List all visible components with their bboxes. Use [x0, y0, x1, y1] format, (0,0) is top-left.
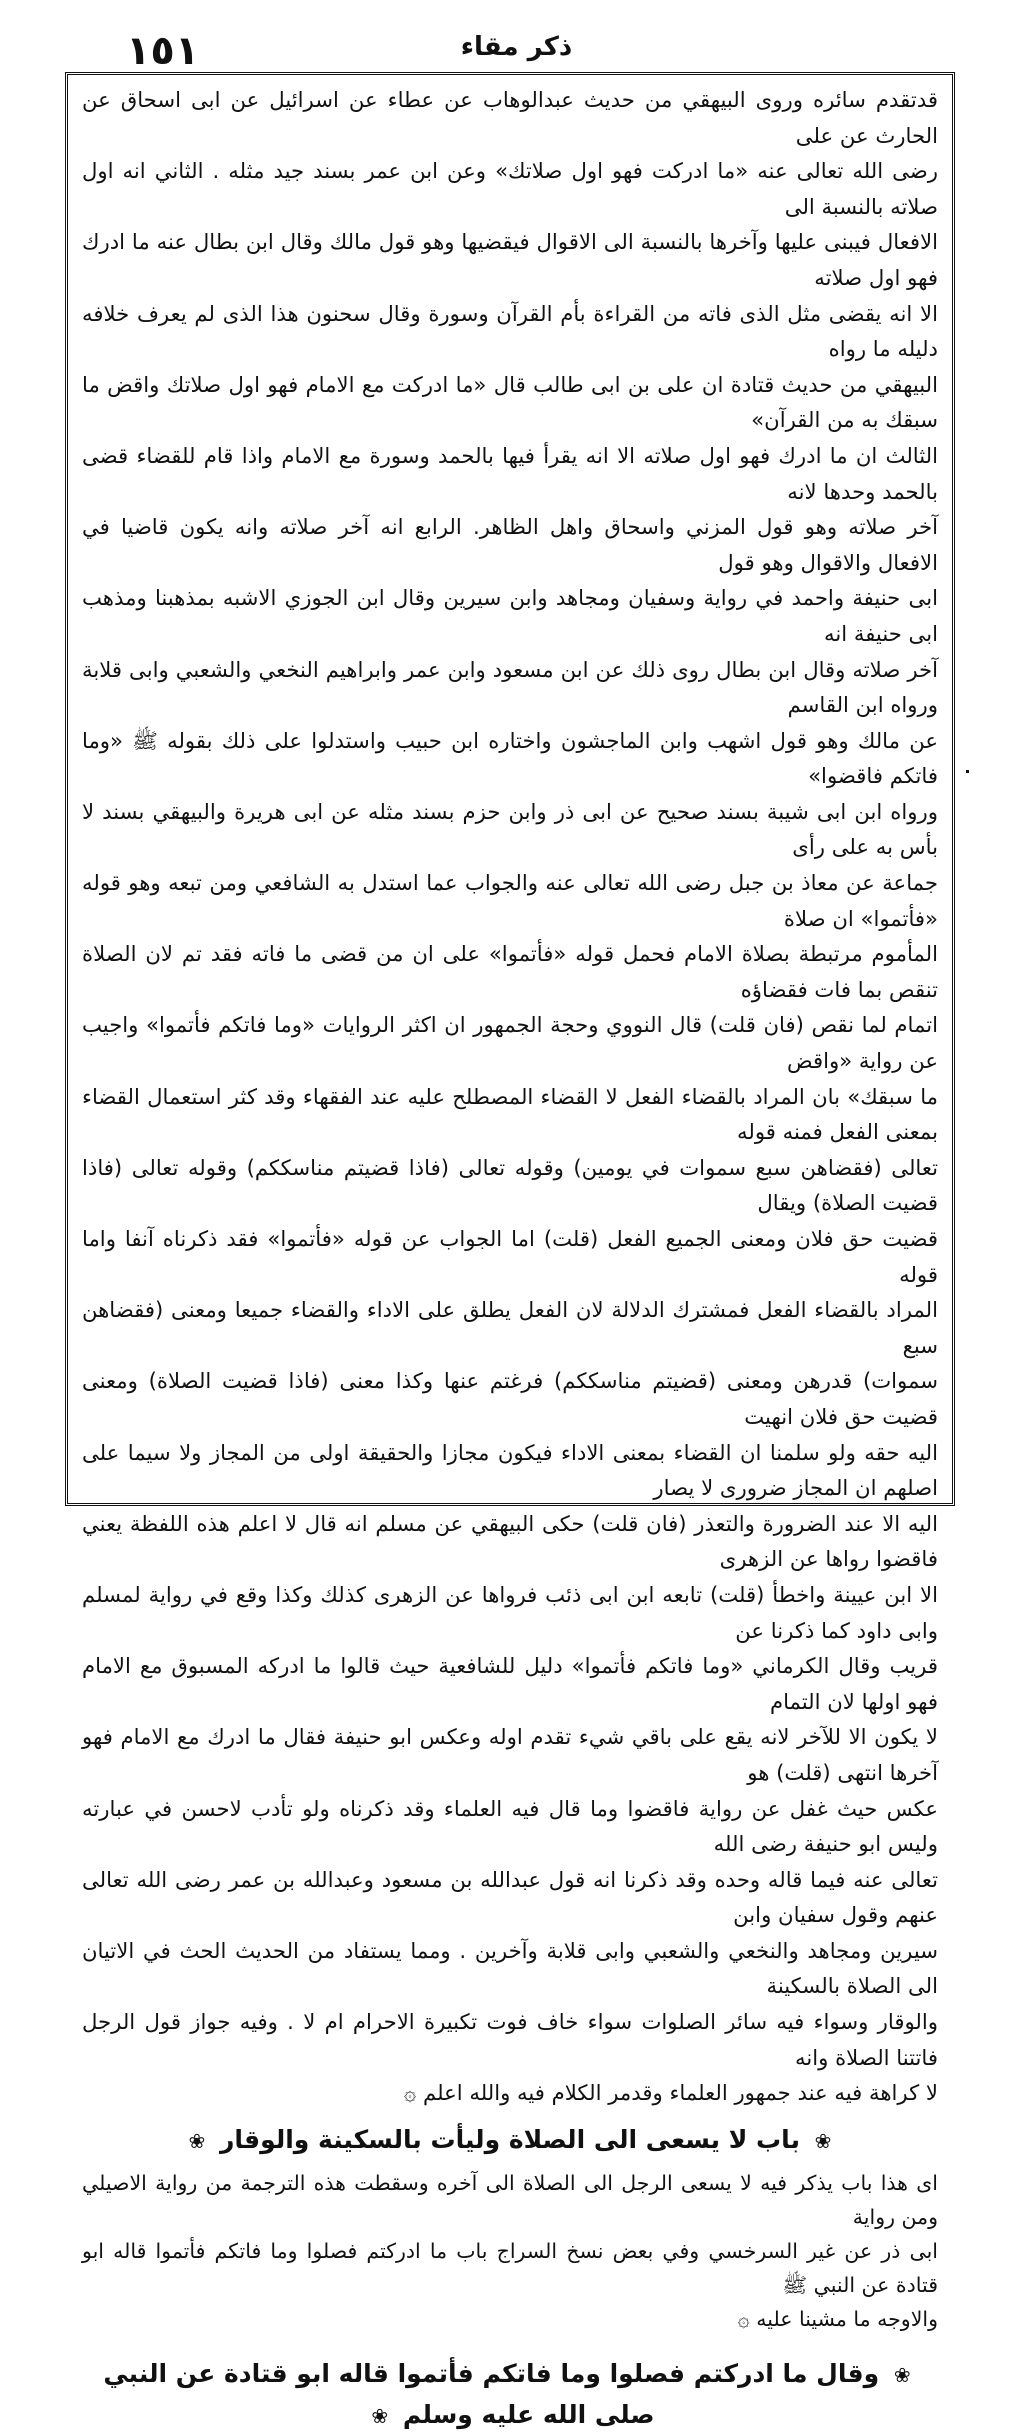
- commentary-line: عن مالك وهو قول اشهب وابن الماجشون واختاره ابن حبيب واستدلوا على ذلك بقوله ﷺ «وما فاتكم فاقضوا»: [82, 727, 938, 789]
- page-body: [82, 82, 938, 2436]
- note-line: ابى ذر عن غير السرخسي وفي بعض نسخ السراج باب ما ادركتم فصلوا وما فاتكم فأتموا قاله ابو قتادة عن النبي ﷺ: [82, 2238, 938, 2297]
- commentary-line: البيهقي من حديث قتادة ان على بن ابى طالب قال «ما ادركت مع الامام فهو اول صلاتك واقض ما سبقك به من القرآن»: [82, 371, 938, 433]
- ornament-icon: ❀: [893, 2362, 911, 2387]
- ornament-icon: ❀: [814, 2128, 832, 2153]
- commentary-line: الافعال فيبنى عليها وآخرها بالنسبة الى الاقوال فيقضيها وهو قول مالك وقال ابن بطال عنه ما ادرك فهو اول صلاته: [82, 229, 938, 290]
- note-line: والاوجه ما مشينا عليه ۞: [737, 2306, 938, 2331]
- chapter-heading: [82, 2125, 938, 2154]
- commentary-line: ما سبقك» بان المراد بالقضاء الفعل لا القضاء المصطلح عليه عند الفقهاء وقد كثر استعمال القضاء بمعنى الفعل فمنه قوله: [82, 1083, 938, 1145]
- commentary-line: تعالى (فقضاهن سبع سموات في يومين) وقوله تعالى (فاذا قضيتم مناسككم) وقوله تعالى (فاذا قضيت الصلاة) ويقال: [82, 1154, 938, 1216]
- hadith-line: وقال ما ادركتم فصلوا وما فاتكم فأتموا قاله ابو قتادة عن النبي صلى الله عليه وسلم: [103, 2358, 880, 2429]
- commentary-line: تعالى عنه فيما قاله وحده وقد ذكرنا انه قول عبدالله بن مسعود وعبدالله بن عمر رضى الله تعالى عنهم وقول سفيان وابن: [82, 1866, 938, 1928]
- commentary-line: اليه حقه ولو سلمنا ان القضاء بمعنى الاداء فيكون مجازا والحقيقة اولى من المجاز ولا سيما على اصلهم ان المجاز ضرورى لا يصار: [82, 1439, 938, 1501]
- commentary-line: والوقار وسواء فيه سائر الصلوات سواء خاف فوت تكبيرة الاحرام ام لا . وفيه جواز قول الرجل فاتتنا الصلاة وانه: [82, 2009, 938, 2070]
- margin-mark: [966, 770, 969, 773]
- commentary-line: جماعة عن معاذ بن جبل رضى الله تعالى عنه والجواب عما استدل به الشافعي ومن تبعه وهو قوله «فأتموا» ان صلاة: [82, 870, 938, 931]
- commentary-line: لا كراهة فيه عند جمهور العلماء وقدمر الكلام فيه والله اعلم ۞: [403, 2080, 938, 2106]
- commentary-line: آخر صلاته وهو قول المزني واسحاق واهل الظاهر. الرابع انه آخر صلاته وانه يكون قاضيا في الافعال والاقوال وهو قول: [82, 514, 938, 575]
- commentary-line: قريب وقال الكرماني «وما فاتكم فأتموا» دليل للشافعية حيث قالوا ما ادركه المسبوق مع الامام فهو اولها لان التمام: [82, 1653, 938, 1714]
- commentary-block: [82, 82, 938, 2111]
- note-line: اى هذا باب يذكر فيه لا يسعى الرجل الى الصلاة الى آخره وسقطت هذه الترجمة من رواية الاصيلي ومن رواية: [82, 2170, 938, 2229]
- commentary-line: لا يكون الا للآخر لانه يقع على باقي شيء تقدم اوله وعكس ابو حنيفة فقال ما ادرك مع الامام فهو آخرها انتهى (قلت) هو: [82, 1724, 938, 1785]
- commentary-line: سموات) قدرهن ومعنى (قضيتم مناسككم) فرغتم عنها وكذا معنى (فاذا قضيت الصلاة) ومعنى قضيت حق فلان انهيت: [82, 1368, 938, 1429]
- commentary-line: سيرين ومجاهد والنخعي والشعبي وابى قلابة وآخرين . ومما يستفاد من الحديث الحث في الاتيان الى الصلاة بالسكينة: [82, 1937, 938, 1999]
- hadith-text: [82, 2354, 938, 2436]
- commentary-line: ورواه ابن ابى شيبة بسند صحيح عن ابى ذر وابن حزم بسند مثله عن ابى هريرة والبيهقي بسند لا بأس به على رأى: [82, 798, 938, 860]
- commentary-line: الثالث ان ما ادرك فهو اول صلاته الا انه يقرأ فيها بالحمد وسورة مع الامام واذا قام للقضاء قضى بالحمد وحدها لانه: [82, 442, 938, 504]
- commentary-line: الا انه يقضى مثل الذى فاته من القراءة بأم القرآن وسورة وقال سحنون هذا الذى لم يعرف خلافه دليله ما رواه: [82, 300, 938, 362]
- ornament-icon: ❀: [371, 2403, 389, 2428]
- commentary-line: قضيت حق فلان ومعنى الجميع الفعل (قلت) اما الجواب عن قوله «فأتموا» فقد ذكرناه آنفا واما قوله: [82, 1226, 938, 1287]
- chapter-note: [82, 2166, 938, 2336]
- running-head: ذكر مقاء: [460, 32, 573, 62]
- commentary-line: عكس حيث غفل عن رواية فاقضوا وما قال فيه العلماء وقد ذكرناه ولو تأدب لاحسن في عبارته وليس ابو حنيفة رضى الله: [82, 1795, 938, 1857]
- commentary-line: المراد بالقضاء الفعل فمشترك الدلالة لان الفعل يطلق على الاداء والقضاء جميعا ومعنى (فقضاهن سبع: [82, 1297, 938, 1358]
- commentary-line: آخر صلاته وقال ابن بطال روى ذلك عن ابن مسعود وابن عمر وابراهيم النخعي والشعبي وابى قلابة ورواه ابن القاسم: [82, 656, 938, 718]
- commentary-line: رضى الله تعالى عنه «ما ادركت فهو اول صلاتك» وعن ابن عمر بسند جيد مثله . الثاني انه اول صلاته بالنسبة الى: [82, 158, 938, 219]
- commentary-line: المأموم مرتبطة بصلاة الامام فحمل قوله «فأتموا» على ان من قضى ما فاته فقد تم لان الصلاة تنقص بما فات فقضاؤه: [82, 941, 938, 1002]
- commentary-line: اتمام لما نقص (فان قلت) قال النووي وحجة الجمهور ان اكثر الروايات «وما فاتكم فأتموا» واجيب عن رواية «واقض: [82, 1012, 938, 1074]
- commentary-line: قدتقدم سائره وروى البيهقي من حديث عبدالوهاب عن عطاء عن اسرائيل عن ابى اسحاق عن الحارث عن على: [82, 87, 938, 148]
- commentary-line: الا ابن عيينة واخطأ (قلت) تابعه ابن ابى ذئب فرواها عن الزهرى كذلك وكذا وقع في رواية لمسلم وابى داود كما ذكرنا عن: [82, 1581, 938, 1643]
- commentary-line: اليه الا عند الضرورة والتعذر (فان قلت) حكى البيهقي عن مسلم انه قال لا اعلم هذه اللفظة يعني فاقضوا رواها عن الزهرى: [82, 1510, 938, 1572]
- ornament-icon: ❀: [188, 2128, 206, 2153]
- chapter-title: باب لا يسعى الى الصلاة وليأت بالسكينة والوقار: [220, 2124, 800, 2154]
- commentary-line: ابى حنيفة واحمد في رواية وسفيان ومجاهد وابن سيرين وقال ابن الجوزي الاشبه بمذهبنا ومذهب ابى حنيفة انه: [82, 585, 938, 646]
- page-number: ١٥١: [126, 28, 200, 74]
